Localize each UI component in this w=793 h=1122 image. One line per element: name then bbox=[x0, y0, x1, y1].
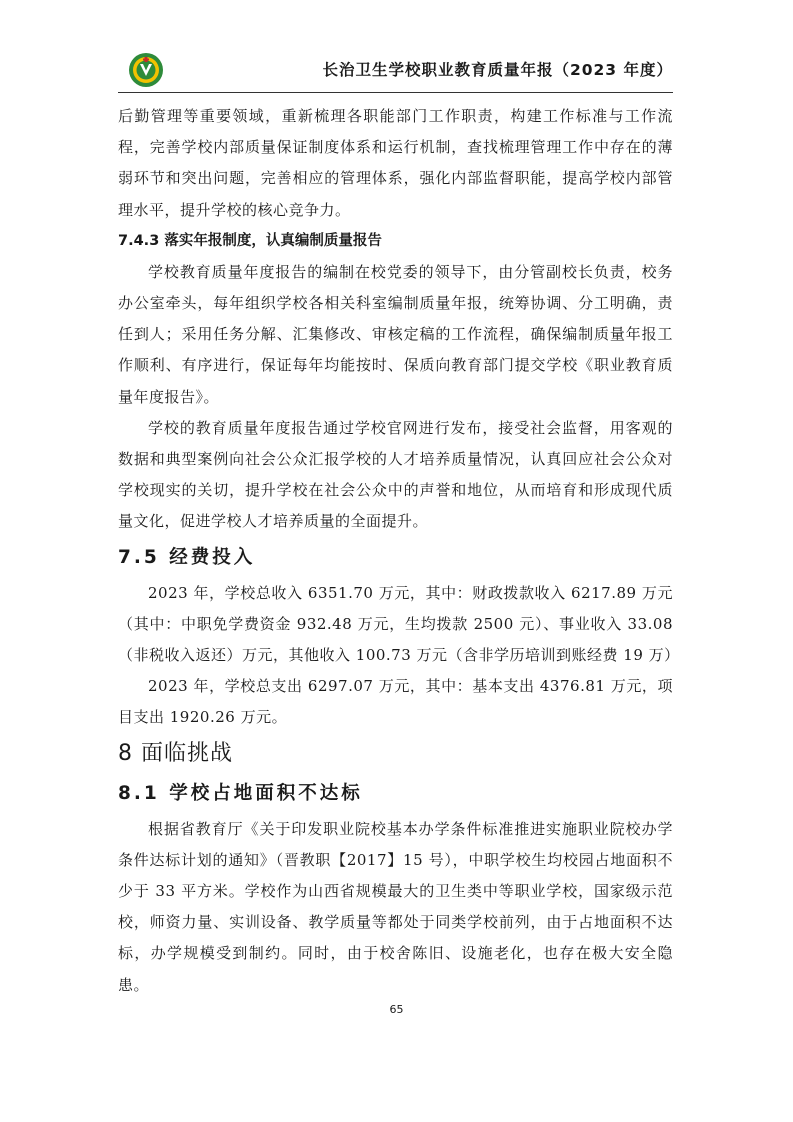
section-heading-8-1: 8.1 学校占地面积不达标 bbox=[118, 782, 363, 804]
paragraph: 2023 年，学校总收入 6351.70 万元，其中：财政拨款收入 6217.89 万元（其中：中职免学费资金 932.48 万元，生均拨款 2500 元）、事业收入 33.08（非税收入返还）万元，其他收入 100.73 万元（含非学历培训到账经费 19 万） bbox=[118, 583, 680, 665]
paragraph: 根据省教育厅《关于印发职业院校基本办学条件标准推进实施职业院校办学条件达标计划的通知》（晋教职【2017】15 号），中职学校生均校园占地面积不少于 33 平方米。学校作为山西省规模最大的卫生类中等职业学校，国家级示范校，师资力量、实训设备、教学质量等都处于同类学校前列，由于占地面积不达标，办学规模受到制约。同时，由于校舍陈旧、设施老化，也存在极大安全隐患。 bbox=[118, 819, 673, 994]
section-heading-7-5: 7.5 经费投入 bbox=[118, 546, 256, 568]
page-header bbox=[118, 50, 673, 93]
school-emblem-icon bbox=[128, 52, 164, 88]
section-heading-7-4-3: 7.4.3 落实年报制度，认真编制质量报告 bbox=[118, 232, 382, 249]
paragraph: 后勤管理等重要领域，重新梳理各职能部门工作职责，构建工作标准与工作流程，完善学校内部质量保证制度体系和运行机制，查找梳理管理工作中存在的薄弱环节和突出问题，完善相应的管理体系，强化内部监督职能，提高学校内部管理水平，提升学校的核心竞争力。 bbox=[118, 107, 673, 219]
paragraph: 学校教育质量年度报告的编制在校党委的领导下，由分管副校长负责，校务办公室牵头，每年组织学校各相关科室编制质量年报，统筹协调、分工明确，责任到人；采用任务分解、汇集修改、审核定稿的工作流程，确保编制质量年报工作顺利、有序进行，保证每年均能按时、保质向教育部门提交学校《职业教育质量年度报告》。 bbox=[118, 262, 673, 406]
header-title: 长治卫生学校职业教育质量年报（2023 年度） bbox=[322, 61, 673, 79]
page-content bbox=[118, 101, 680, 1001]
paragraph: 2023 年，学校总支出 6297.07 万元，其中：基本支出 4376.81 万元，项目支出 1920.26 万元。 bbox=[118, 677, 673, 727]
page-number: 65 bbox=[389, 1003, 404, 1016]
paragraph: 学校的教育质量年度报告通过学校官网进行发布，接受社会监督，用客观的数据和典型案例向社会公众汇报学校的人才培养质量情况，认真回应社会公众对学校现实的关切，提升学校在社会公众中的声誉和地位，从而培育和形成现代质量文化，促进学校人才培养质量的全面提升。 bbox=[118, 418, 673, 531]
chapter-heading-8: 8 面临挑战 bbox=[118, 740, 233, 766]
